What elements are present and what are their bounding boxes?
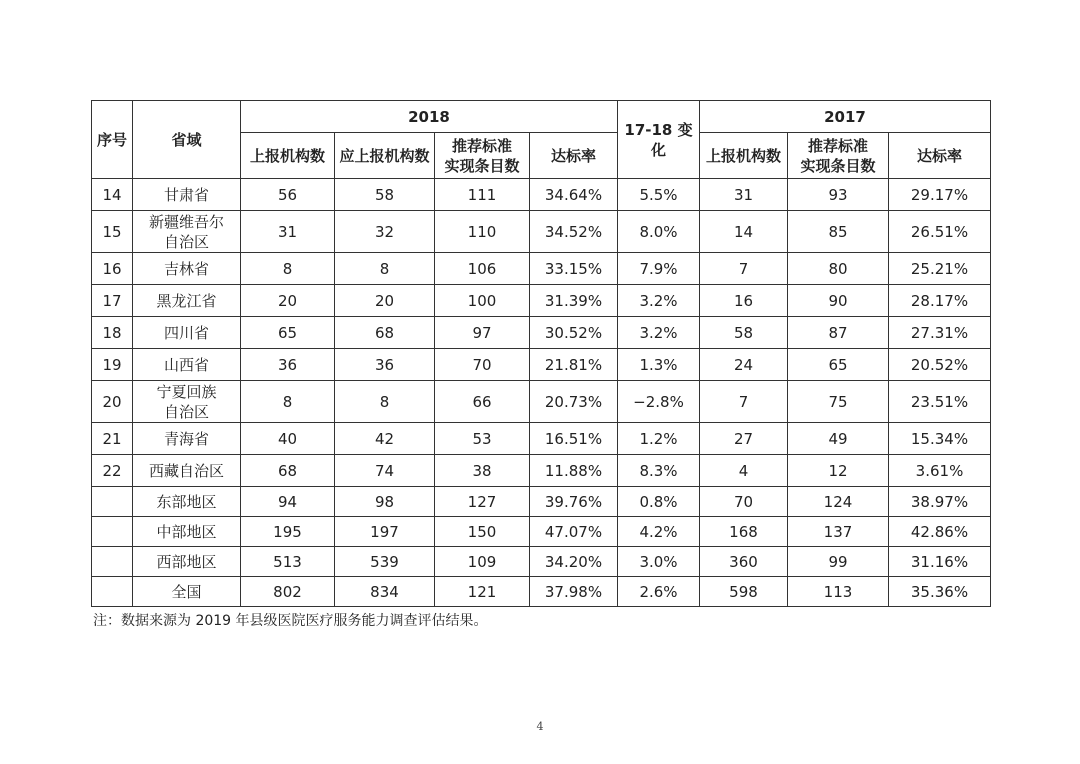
cell-reported-2017: 24 [700,349,788,381]
header-group-2018: 2018 [241,101,618,133]
cell-reported-2018: 40 [241,423,335,455]
cell-rate-2018: 39.76% [530,487,618,517]
cell-rate-2018: 20.73% [530,381,618,423]
cell-rate-2017: 3.61% [889,455,991,487]
cell-rate-2017: 27.31% [889,317,991,349]
cell-change: 3.0% [618,547,700,577]
source-note: 注：数据来源为 2019 年县级医院医疗服务能力调查评估结果。 [93,613,488,629]
table-row [92,285,991,317]
cell-items-2018: 109 [435,547,530,577]
table-row [92,381,991,423]
cell-change: 1.3% [618,349,700,381]
table-body [92,179,991,607]
table-row [92,455,991,487]
table-row [92,423,991,455]
header-change: 17-18 变化 [618,101,700,179]
table-row [92,253,991,285]
cell-items-2018: 111 [435,179,530,211]
header-recommended-2017: 推荐标准 实现条目数 [788,133,889,179]
cell-reported-2017: 70 [700,487,788,517]
table-row [92,517,991,547]
cell-items-2017: 80 [788,253,889,285]
cell-items-2017: 113 [788,577,889,607]
cell-region [133,317,241,349]
region-line: 自治区 [163,402,209,421]
cell-index [92,487,133,517]
cell-should-report-2018: 539 [335,547,435,577]
cell-items-2018: 106 [435,253,530,285]
cell-items-2017: 49 [788,423,889,455]
cell-region [133,381,241,423]
cell-items-2018: 66 [435,381,530,423]
cell-region [133,211,241,253]
cell-should-report-2018: 58 [335,179,435,211]
cell-reported-2018: 195 [241,517,335,547]
cell-should-report-2018: 8 [335,253,435,285]
cell-rate-2018: 31.39% [530,285,618,317]
cell-should-report-2018: 98 [335,487,435,517]
cell-change: 8.3% [618,455,700,487]
cell-should-report-2018: 834 [335,577,435,607]
region-line: 吉林省 [163,259,209,278]
cell-items-2017: 87 [788,317,889,349]
region-line: 青海省 [163,429,209,448]
cell-rate-2017: 35.36% [889,577,991,607]
cell-rate-2017: 26.51% [889,211,991,253]
cell-reported-2018: 36 [241,349,335,381]
cell-items-2017: 90 [788,285,889,317]
cell-rate-2017: 31.16% [889,547,991,577]
cell-rate-2018: 34.64% [530,179,618,211]
cell-reported-2018: 65 [241,317,335,349]
data-table [91,100,991,607]
cell-rate-2018: 47.07% [530,517,618,547]
cell-index: 14 [92,179,133,211]
cell-region [133,253,241,285]
cell-items-2018: 38 [435,455,530,487]
cell-rate-2017: 25.21% [889,253,991,285]
header-group-2017: 2017 [700,101,991,133]
region-line: 黑龙江省 [156,291,217,310]
cell-index: 19 [92,349,133,381]
cell-items-2018: 150 [435,517,530,547]
cell-rate-2018: 21.81% [530,349,618,381]
cell-should-report-2018: 36 [335,349,435,381]
cell-reported-2017: 7 [700,381,788,423]
cell-items-2017: 99 [788,547,889,577]
cell-index: 16 [92,253,133,285]
table-row [92,317,991,349]
cell-change: −2.8% [618,381,700,423]
cell-should-report-2018: 42 [335,423,435,455]
region-line: 西藏自治区 [148,461,224,480]
table-row [92,211,991,253]
cell-change: 2.6% [618,577,700,607]
cell-index [92,517,133,547]
cell-should-report-2018: 68 [335,317,435,349]
region-line: 四川省 [163,323,209,342]
cell-rate-2018: 33.15% [530,253,618,285]
cell-region [133,455,241,487]
cell-rate-2017: 20.52% [889,349,991,381]
header-reported-2017: 上报机构数 [700,133,788,179]
region-line: 自治区 [163,232,209,251]
cell-reported-2017: 598 [700,577,788,607]
cell-region [133,285,241,317]
cell-reported-2018: 68 [241,455,335,487]
cell-change: 4.2% [618,517,700,547]
cell-items-2017: 124 [788,487,889,517]
cell-index: 20 [92,381,133,423]
cell-rate-2017: 28.17% [889,285,991,317]
cell-items-2018: 127 [435,487,530,517]
cell-reported-2017: 58 [700,317,788,349]
cell-reported-2017: 14 [700,211,788,253]
cell-items-2017: 85 [788,211,889,253]
region-line: 全国 [171,582,202,601]
cell-rate-2017: 38.97% [889,487,991,517]
cell-index: 18 [92,317,133,349]
cell-reported-2018: 31 [241,211,335,253]
header-recommended-2018: 推荐标准 实现条目数 [435,133,530,179]
header-should-report-2018: 应上报机构数 [335,133,435,179]
cell-rate-2018: 34.52% [530,211,618,253]
header-rate-2017: 达标率 [889,133,991,179]
cell-change: 0.8% [618,487,700,517]
cell-reported-2018: 20 [241,285,335,317]
cell-reported-2017: 7 [700,253,788,285]
cell-items-2018: 53 [435,423,530,455]
cell-index: 21 [92,423,133,455]
cell-items-2017: 75 [788,381,889,423]
table-row [92,179,991,211]
cell-should-report-2018: 8 [335,381,435,423]
region-line: 宁夏回族 [156,382,217,401]
cell-region [133,517,241,547]
cell-reported-2018: 8 [241,253,335,285]
header-rate-2018: 达标率 [530,133,618,179]
table-row [92,487,991,517]
region-line: 东部地区 [156,492,217,511]
cell-reported-2017: 4 [700,455,788,487]
cell-items-2018: 70 [435,349,530,381]
cell-rate-2017: 15.34% [889,423,991,455]
cell-reported-2018: 94 [241,487,335,517]
cell-rate-2018: 34.20% [530,547,618,577]
cell-change: 3.2% [618,285,700,317]
cell-index [92,547,133,577]
cell-should-report-2018: 32 [335,211,435,253]
cell-should-report-2018: 74 [335,455,435,487]
header-reported-2018: 上报机构数 [241,133,335,179]
region-line: 甘肃省 [163,185,209,204]
cell-reported-2017: 31 [700,179,788,211]
cell-items-2017: 137 [788,517,889,547]
cell-rate-2018: 30.52% [530,317,618,349]
cell-rate-2018: 11.88% [530,455,618,487]
cell-region [133,547,241,577]
region-line: 西部地区 [156,552,217,571]
cell-items-2017: 65 [788,349,889,381]
cell-rate-2017: 42.86% [889,517,991,547]
cell-rate-2017: 29.17% [889,179,991,211]
cell-reported-2017: 16 [700,285,788,317]
cell-rate-2018: 16.51% [530,423,618,455]
cell-reported-2018: 56 [241,179,335,211]
cell-items-2017: 12 [788,455,889,487]
cell-items-2018: 121 [435,577,530,607]
cell-reported-2017: 168 [700,517,788,547]
cell-reported-2018: 513 [241,547,335,577]
cell-change: 3.2% [618,317,700,349]
cell-change: 8.0% [618,211,700,253]
cell-region [133,577,241,607]
cell-index [92,577,133,607]
cell-should-report-2018: 197 [335,517,435,547]
header-index: 序号 [92,101,133,179]
cell-rate-2018: 37.98% [530,577,618,607]
cell-items-2018: 100 [435,285,530,317]
cell-items-2018: 97 [435,317,530,349]
cell-rate-2017: 23.51% [889,381,991,423]
cell-items-2017: 93 [788,179,889,211]
cell-change: 7.9% [618,253,700,285]
cell-should-report-2018: 20 [335,285,435,317]
cell-change: 5.5% [618,179,700,211]
cell-region [133,487,241,517]
cell-change: 1.2% [618,423,700,455]
cell-reported-2018: 802 [241,577,335,607]
cell-region [133,423,241,455]
cell-region [133,349,241,381]
cell-reported-2017: 360 [700,547,788,577]
table-row [92,547,991,577]
cell-reported-2017: 27 [700,423,788,455]
cell-index: 15 [92,211,133,253]
cell-region [133,179,241,211]
page-number: 4 [536,720,544,733]
region-line: 新疆维吾尔 [148,212,224,231]
cell-index: 17 [92,285,133,317]
cell-items-2018: 110 [435,211,530,253]
cell-reported-2018: 8 [241,381,335,423]
cell-index: 22 [92,455,133,487]
table-row [92,577,991,607]
header-province: 省域 [133,101,241,179]
region-line: 中部地区 [156,522,217,541]
table-row [92,349,991,381]
region-line: 山西省 [163,355,209,374]
